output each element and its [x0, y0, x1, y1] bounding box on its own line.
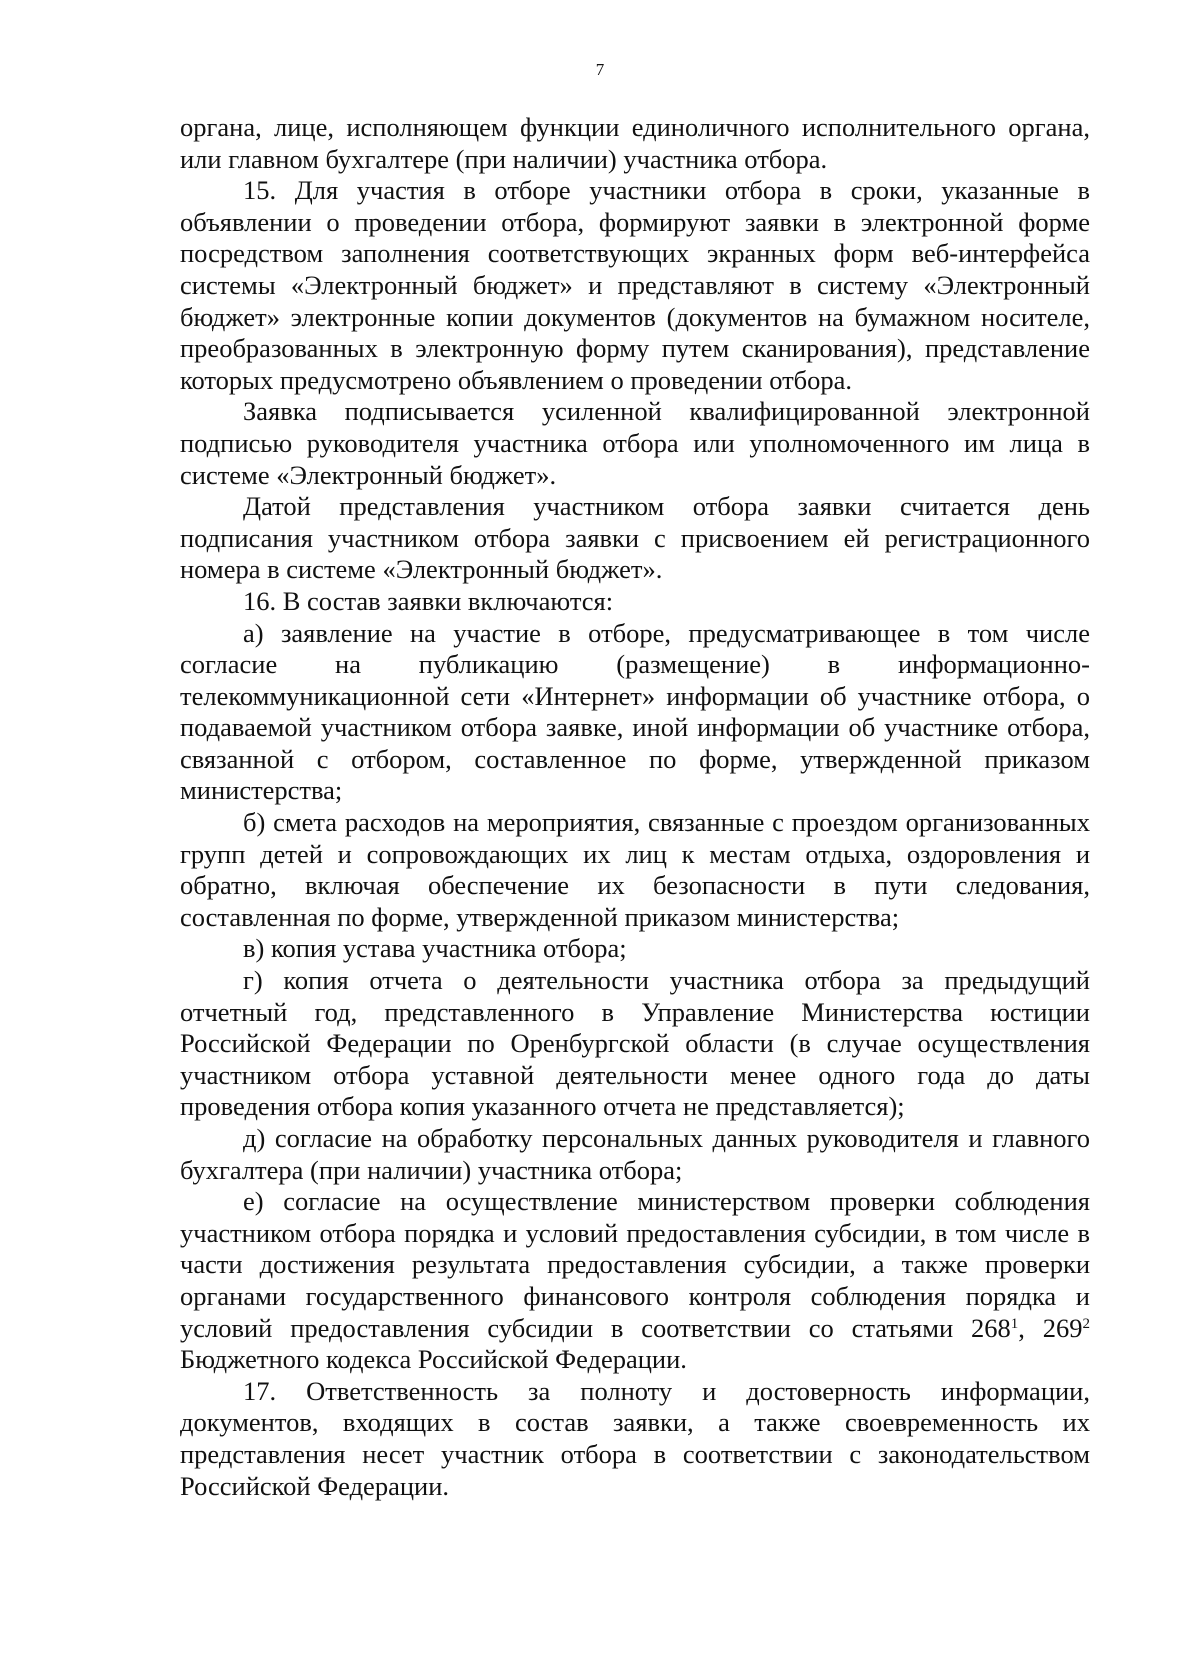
document-body: [180, 112, 1090, 1502]
paragraph-16-e-mid: , 269: [1018, 1312, 1083, 1343]
page-number: 7: [595, 60, 605, 79]
superscript-2: 2: [1082, 1315, 1090, 1332]
paragraph-16-d: д) согласие на обработку персональных данных руководителя и главного бухгалтера (при наличии) участника отбора;: [180, 1123, 1090, 1185]
paragraph-17: 17. Ответственность за полноту и достоверность информации, документов, входящих в состав заявки, а также своевременность их представления несет участник отбора в соответствии с законодательством Российской Федерации.: [180, 1375, 1090, 1501]
paragraph-16-e-start: е) согласие на осуществление министерством проверки соблюдения участником отбора порядка и условий предоставления субсидии, в том числе в части достижения результата предоставления субсидии, а также проверки органами государственного финансового контроля соблюдения порядка и условий предоставления субсидии в соответствии со статьями 268: [180, 1186, 1090, 1343]
paragraph-16-e: [180, 1186, 1090, 1376]
superscript-1: 1: [1010, 1315, 1019, 1332]
paragraph-16-b: б) смета расходов на мероприятия, связанные с проездом организованных групп детей и сопровождающих их лиц к местам отдыха, оздоровления и обратно, включая обеспечение их безопасности в пути следования, составленная по форме, утвержденной приказом министерства;: [180, 807, 1090, 932]
paragraph-16-a: а) заявление на участие в отборе, предусматривающее в том числе согласие на публикацию (размещение) в информационно-телекоммуникационной сети «Интернет» информации об участнике отбора, о подаваемой участником отбора заявке, иной информации об участнике отбора, связанной с отбором, составленное по форме, утвержденной приказом министерства;: [180, 617, 1090, 806]
paragraph-15-date: Датой представления участником отбора заявки считается день подписания участником отбора заявки с присвоением ей регистрационного номера в системе «Электронный бюджет».: [180, 491, 1090, 585]
paragraph-continuation: органа, лице, исполняющем функции единоличного исполнительного органа, или главном бухгалтере (при наличии) участника отбора.: [180, 112, 1090, 174]
paragraph-16: 16. В состав заявки включаются:: [243, 585, 614, 616]
paragraph-16-e-end: Бюджетного кодекса Российской Федерации.: [180, 1344, 687, 1375]
paragraph-16-v: в) копия устава участника отбора;: [243, 933, 627, 964]
paragraph-15: 15. Для участия в отборе участники отбора в сроки, указанные в объявлении о проведении отбора, формируют заявки в электронной форме посредством заполнения соответствующих экранных форм веб-интерфейса системы «Электронный бюджет» и представляют в систему «Электронный бюджет» электронные копии документов (документов на бумажном носителе, преобразованных в электронную форму путем сканирования), представление которых предусмотрено объявлением о проведении отбора.: [180, 175, 1090, 395]
paragraph-16-g: г) копия отчета о деятельности участника отбора за предыдущий отчетный год, представленного в Управление Министерства юстиции Российской Федерации по Оренбургской области (в случае осуществления участником отбора уставной деятельности менее одного года до даты проведения отбора копия указанного отчета не представляется);: [180, 965, 1090, 1122]
paragraph-15-signature: Заявка подписывается усиленной квалифицированной электронной подписью руководителя участника отбора или уполномоченного им лица в системе «Электронный бюджет».: [180, 396, 1090, 490]
